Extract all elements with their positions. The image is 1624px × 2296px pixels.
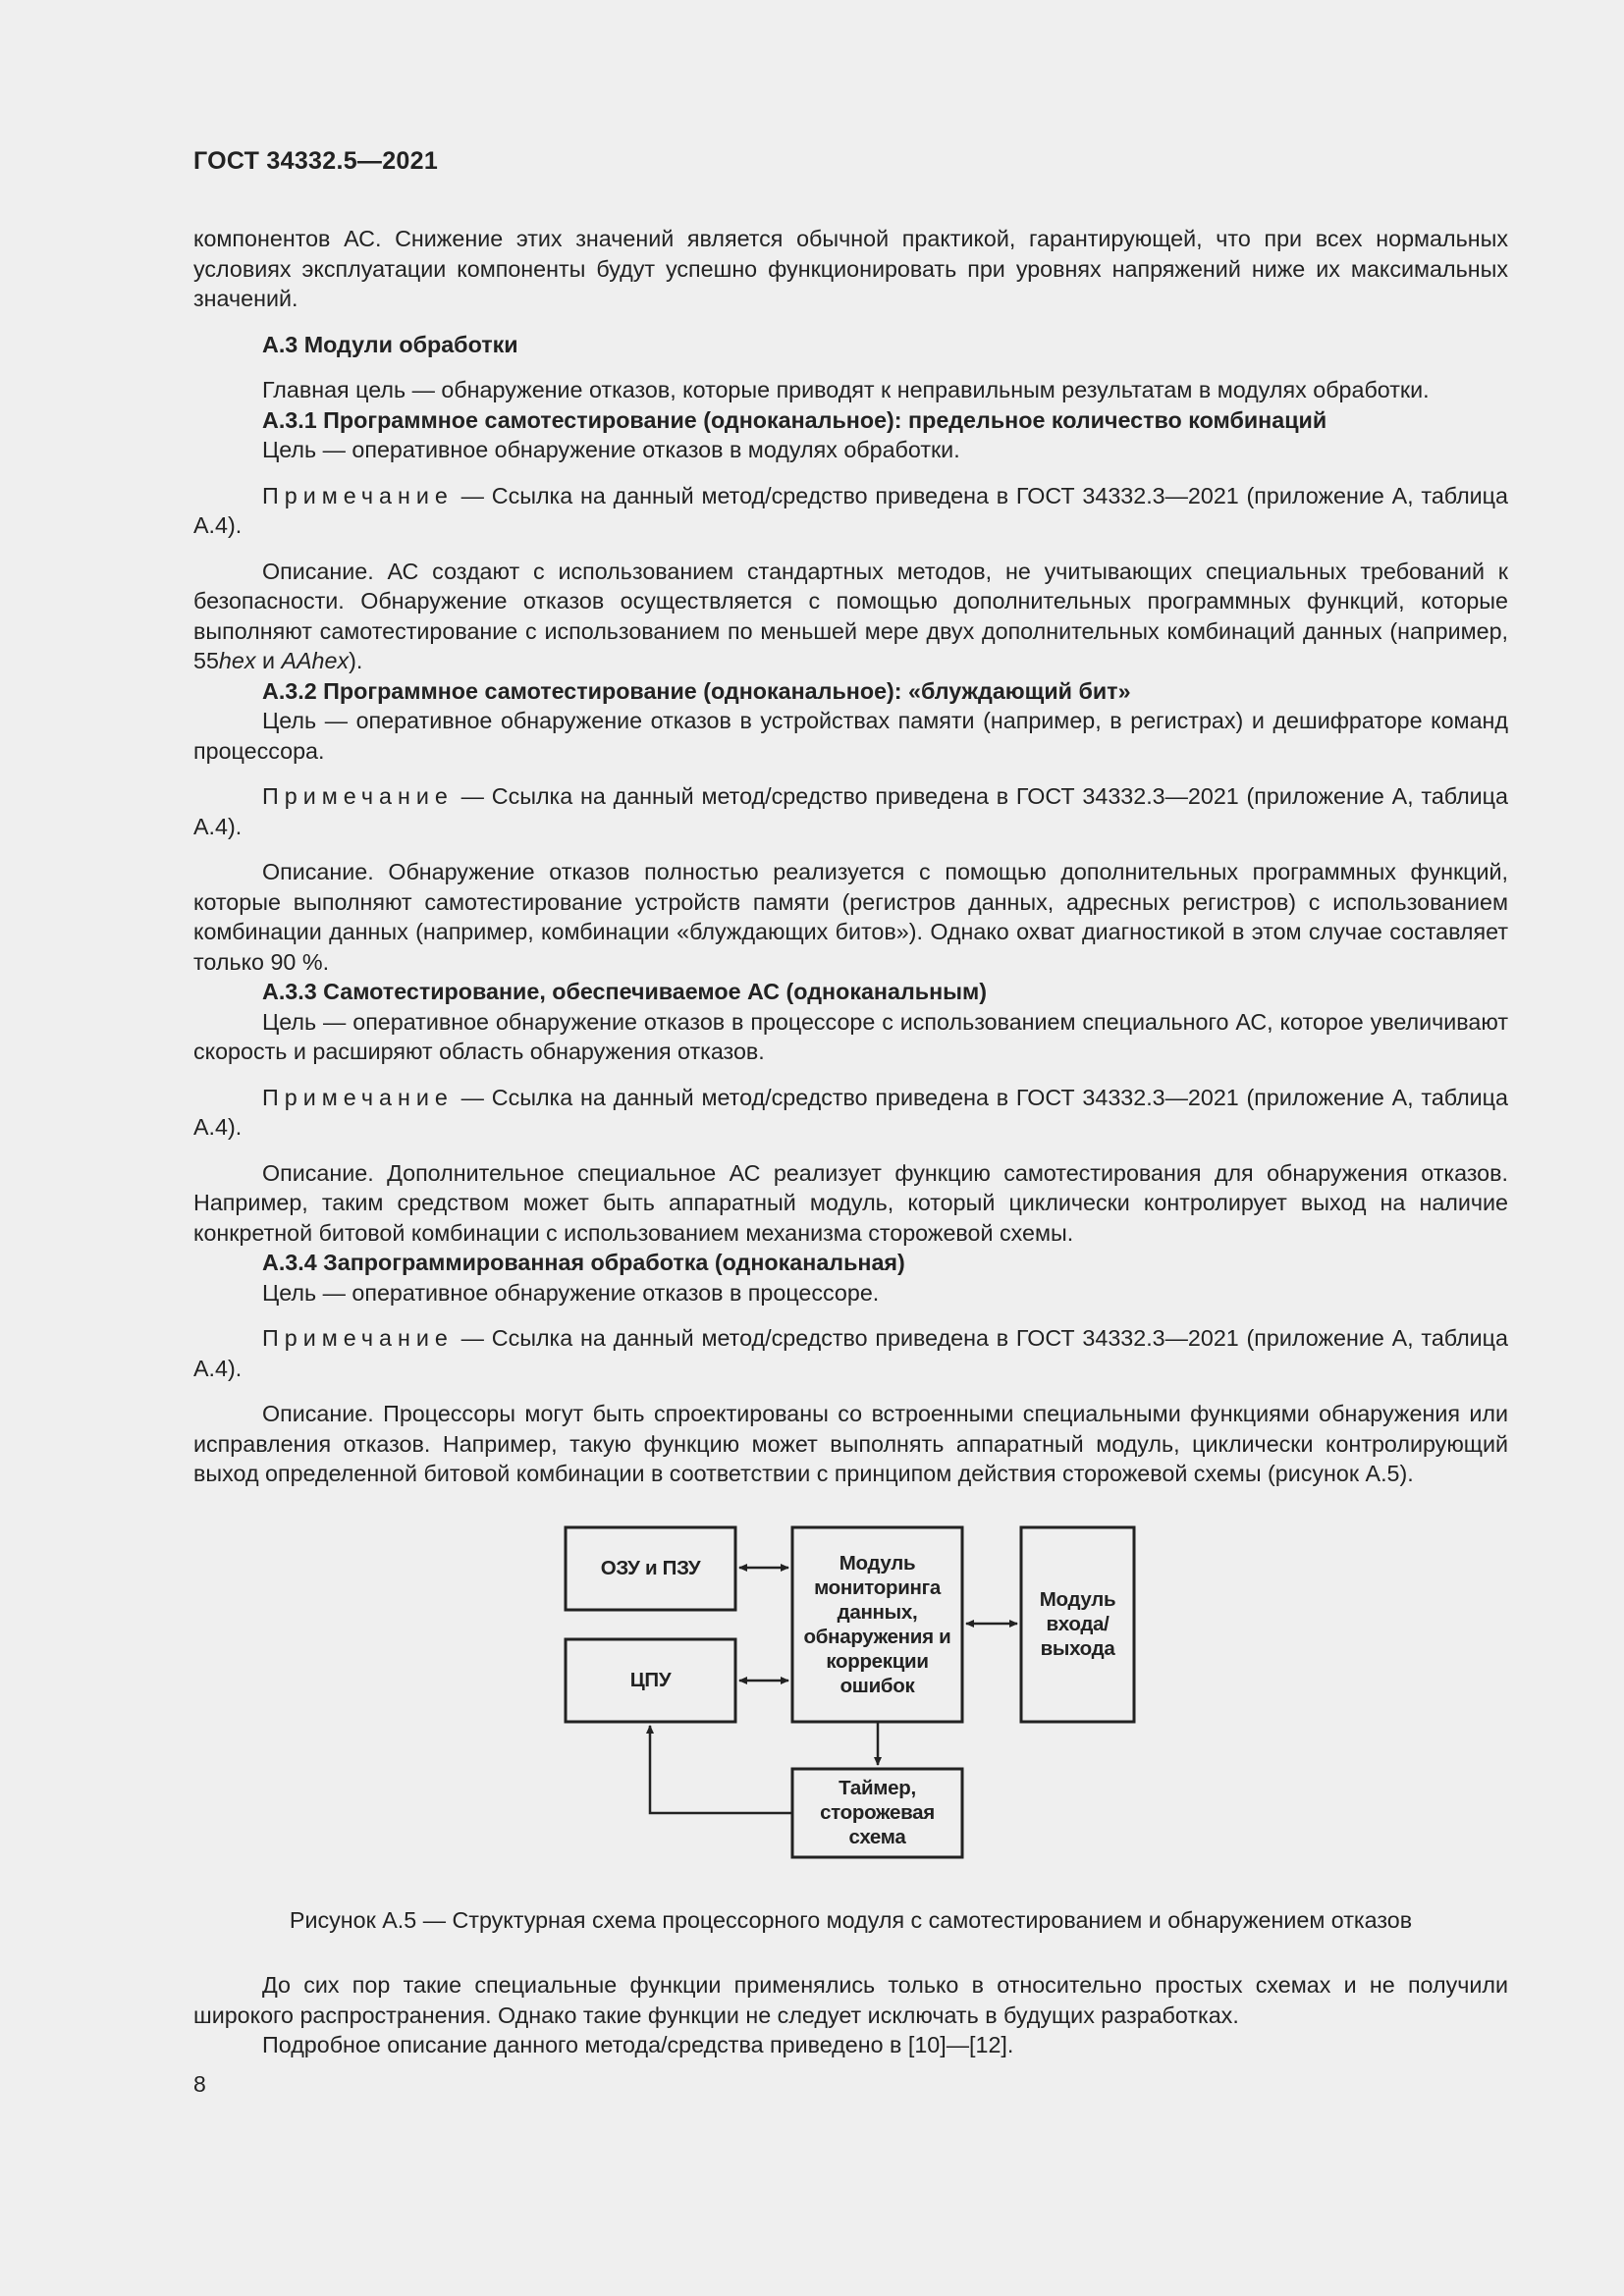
note-label: Примечание xyxy=(262,1084,454,1110)
section-heading-a33: А.3.3 Самотестирование, обеспечиваемое АС (одноканальным) xyxy=(262,979,988,1004)
figure-block-diagram xyxy=(193,1509,1508,1901)
paragraph-goal: Цель — оперативное обнаружение отказов в процессоре с использованием специального АС, которое увеличивают скорость и расширяют область обнаружения отказов. xyxy=(193,1008,1508,1064)
page-number: 8 xyxy=(193,2071,206,2097)
figure-caption: Рисунок А.5 — Структурная схема процессорного модуля с самотестированием и обнаружением отказов xyxy=(289,1906,1413,1933)
section-heading-a34: А.3.4 Запрограммированная обработка (одноканальная) xyxy=(262,1250,905,1275)
paragraph-description: Описание. Обнаружение отказов полностью реализуется с помощью дополнительных программных функций, которые выполняют самотестирование устройств памяти (регистров данных, адресных регистров) с использованием комбинации данных (например, комбинации «блуждающих битов»). Однако охват диагностикой в этом случае составляет только 90 %. xyxy=(193,859,1508,975)
paragraph: Главная цель — обнаружение отказов, которые приводят к неправильным результатам в модулях обработки. xyxy=(262,377,1430,402)
section-heading-a32: А.3.2 Программное самотестирование (одноканальное): «блуждающий бит» xyxy=(262,677,1131,704)
section-heading-a3: А.3 Модули обработки xyxy=(262,331,518,357)
section-heading-a31: А.3.1 Программное самотестирование (одноканальное): предельное количество комбинаций xyxy=(262,406,1327,433)
note: Примечание — Ссылка на данный метод/средство приведена в ГОСТ 34332.3—2021 (приложение А, таблица А.4). xyxy=(193,1325,1508,1381)
paragraph: До сих пор такие специальные функции применялись только в относительно простых схемах и не получили широкого распространения. Однако такие функции не следует исключать в будущих разработках. xyxy=(193,1972,1508,2028)
box-ram-label: ОЗУ и ПЗУ xyxy=(600,1557,701,1579)
paragraph-description: Описание. Процессоры могут быть спроектированы со встроенными специальными функциями обнаружения или исправления отказов. Например, такую функцию может выполнять аппаратный модуль, циклически контролирующий выход определенной битовой комбинации в соответствии с принципом действия сторожевой схемы (рисунок А.5). xyxy=(193,1401,1508,1486)
document-header: ГОСТ 34332.5—2021 xyxy=(193,147,439,175)
paragraph: Подробное описание данного метода/средства приведено в [10]—[12]. xyxy=(262,2032,1014,2057)
paragraph-description: Описание. Дополнительное специальное АС реализует функцию самотестирования для обнаружения отказов. Например, таким средством может быть аппаратный модуль, который циклически контролирует выход на наличие конкретной битовой комбинации с использованием механизма сторожевой схемы. xyxy=(193,1159,1508,1246)
note: Примечание — Ссылка на данный метод/средство приведена в ГОСТ 34332.3—2021 (приложение А, таблица А.4). xyxy=(193,783,1508,839)
box-monitor-label: Модуль мониторинга данных, обнаружения и коррекции ошибок xyxy=(803,1551,951,1697)
body-text xyxy=(193,224,1508,2060)
paragraph-goal: Цель — оперативное обнаружение отказов в процессоре. xyxy=(262,1279,880,1306)
note-label: Примечание xyxy=(262,482,454,508)
arrow-timer-cpu xyxy=(650,1726,792,1813)
paragraph-goal: Цель — оперативное обнаружение отказов в устройствах памяти (например, в регистрах) и дешифраторе команд процессора. xyxy=(193,708,1508,764)
paragraph-description: Описание. АС создают с использованием стандартных методов, не учитывающих специальных требований к безопасности. Обнаружение отказов осуществляется с помощью дополнительных программных функций, которые выполняют самотестирование с использованием по меньшей мере двух дополнительных комбинаций данных (например, 55hex и AAhex). xyxy=(193,558,1508,673)
paragraph-goal: Цель — оперативное обнаружение отказов в модулях обработки. xyxy=(262,437,960,462)
note: Примечание — Ссылка на данный метод/средство приведена в ГОСТ 34332.3—2021 (приложение А, таблица А.4). xyxy=(193,482,1508,538)
box-io-label: Модуль входа/ выхода xyxy=(1039,1588,1116,1660)
box-timer-label: Таймер, сторожевая схема xyxy=(820,1777,935,1848)
note: Примечание — Ссылка на данный метод/средство приведена в ГОСТ 34332.3—2021 (приложение А, таблица А.4). xyxy=(193,1084,1508,1140)
box-cpu-label: ЦПУ xyxy=(629,1669,672,1691)
note-label: Примечание xyxy=(262,783,454,809)
note-label: Примечание xyxy=(262,1325,454,1351)
paragraph: компонентов АС. Снижение этих значений является обычной практикой, гарантирующей, что при всех нормальных условиях эксплуатации компоненты будут успешно функционировать при уровнях напряжений ниже их максимальных значений. xyxy=(193,226,1508,311)
